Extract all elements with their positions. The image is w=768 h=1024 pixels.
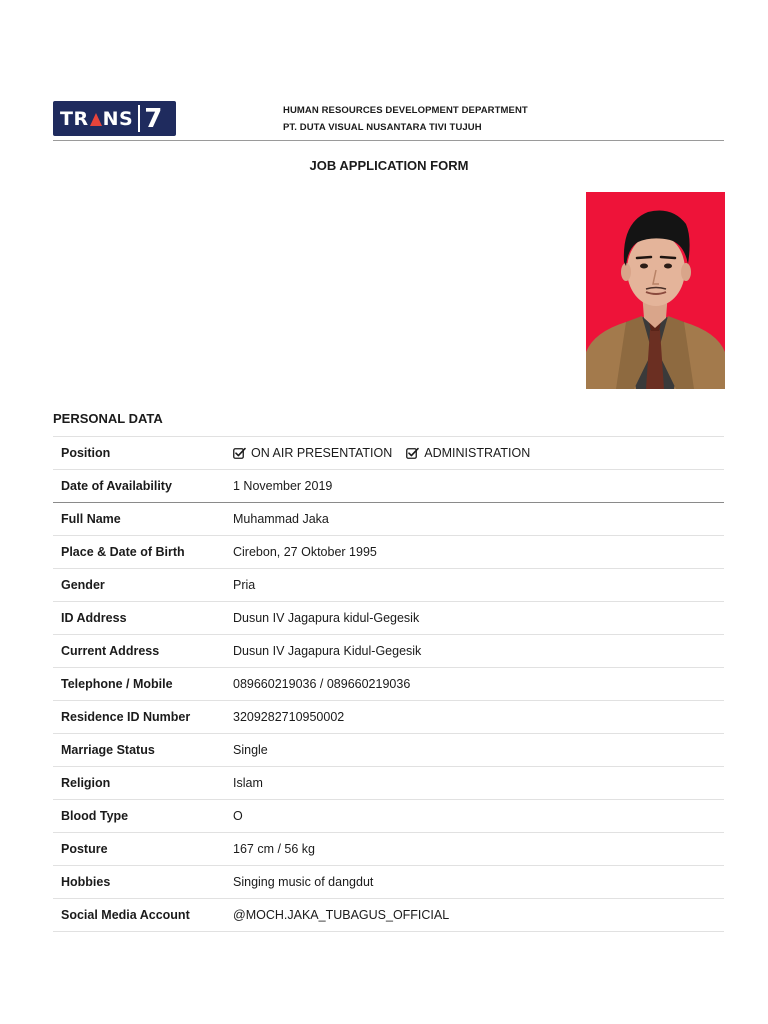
trans7-logo bbox=[53, 101, 176, 136]
field-value: @MOCH.JAKA_TUBAGUS_OFFICIAL bbox=[233, 908, 450, 922]
table-row-place-date-of-birth bbox=[53, 536, 724, 569]
department-name: HUMAN RESOURCES DEVELOPMENT DEPARTMENT bbox=[283, 105, 528, 116]
field-value: Pria bbox=[233, 578, 256, 592]
organization-block bbox=[283, 102, 528, 136]
personal-data-table bbox=[53, 436, 724, 932]
field-label: Current Address bbox=[61, 644, 160, 658]
position-option-on-air[interactable] bbox=[233, 446, 392, 460]
logo-divider bbox=[138, 105, 140, 132]
logo-triangle-icon bbox=[90, 113, 102, 126]
table-row-social-media bbox=[53, 899, 724, 932]
field-label: ID Address bbox=[61, 611, 127, 625]
field-label: Blood Type bbox=[61, 809, 129, 823]
field-value: Dusun IV Jagapura Kidul-Gegesik bbox=[233, 644, 422, 658]
field-value: Cirebon, 27 Oktober 1995 bbox=[233, 545, 377, 559]
position-options bbox=[233, 446, 724, 460]
field-value: 1 November 2019 bbox=[233, 479, 333, 493]
portrait-illustration bbox=[586, 192, 725, 389]
field-value: 3209282710950002 bbox=[233, 710, 345, 724]
field-value: Singing music of dangdut bbox=[233, 875, 374, 889]
table-row-full-name bbox=[53, 503, 724, 536]
field-label: Position bbox=[61, 446, 111, 460]
field-label: Marriage Status bbox=[61, 743, 155, 757]
field-label: Social Media Account bbox=[61, 908, 190, 922]
checkbox-checked-icon bbox=[233, 447, 246, 459]
option-label: ON AIR PRESENTATION bbox=[251, 446, 393, 460]
table-row-religion bbox=[53, 767, 724, 800]
company-name: PT. DUTA VISUAL NUSANTARA TIVI TUJUH bbox=[283, 122, 482, 133]
table-row-gender bbox=[53, 569, 724, 602]
table-row-position bbox=[53, 437, 724, 470]
table-row-date-of-availability bbox=[53, 470, 724, 503]
applicant-photo bbox=[586, 192, 725, 389]
table-row-telephone bbox=[53, 668, 724, 701]
field-label: Hobbies bbox=[61, 875, 111, 889]
field-label: Posture bbox=[61, 842, 108, 856]
field-label: Date of Availability bbox=[61, 479, 172, 493]
logo-text: TR NS bbox=[60, 107, 134, 130]
option-label: ADMINISTRATION bbox=[424, 446, 531, 460]
table-row-current-address bbox=[53, 635, 724, 668]
field-value: Islam bbox=[233, 776, 263, 790]
field-label: Full Name bbox=[61, 512, 121, 526]
table-row-residence-id bbox=[53, 701, 724, 734]
field-label: Telephone / Mobile bbox=[61, 677, 173, 691]
form-title: JOB APPLICATION FORM bbox=[309, 158, 469, 173]
field-value: Muhammad Jaka bbox=[233, 512, 329, 526]
logo-number: 7 bbox=[144, 103, 163, 134]
field-value: Dusun IV Jagapura kidul-Gegesik bbox=[233, 611, 420, 625]
field-value: O bbox=[233, 809, 243, 823]
field-label: Gender bbox=[61, 578, 105, 592]
table-row-id-address bbox=[53, 602, 724, 635]
section-title-personal-data: PERSONAL DATA bbox=[53, 411, 163, 426]
header-divider bbox=[53, 140, 724, 141]
field-value: 167 cm / 56 kg bbox=[233, 842, 315, 856]
position-option-administration[interactable] bbox=[406, 446, 530, 460]
table-row-blood-type bbox=[53, 800, 724, 833]
table-row-marriage-status bbox=[53, 734, 724, 767]
table-row-hobbies bbox=[53, 866, 724, 899]
checkbox-checked-icon bbox=[406, 447, 419, 459]
field-value: 089660219036 / 089660219036 bbox=[233, 677, 411, 691]
field-label: Residence ID Number bbox=[61, 710, 191, 724]
table-row-posture bbox=[53, 833, 724, 866]
field-label: Religion bbox=[61, 776, 111, 790]
field-value: Single bbox=[233, 743, 268, 757]
field-label: Place & Date of Birth bbox=[61, 545, 185, 559]
